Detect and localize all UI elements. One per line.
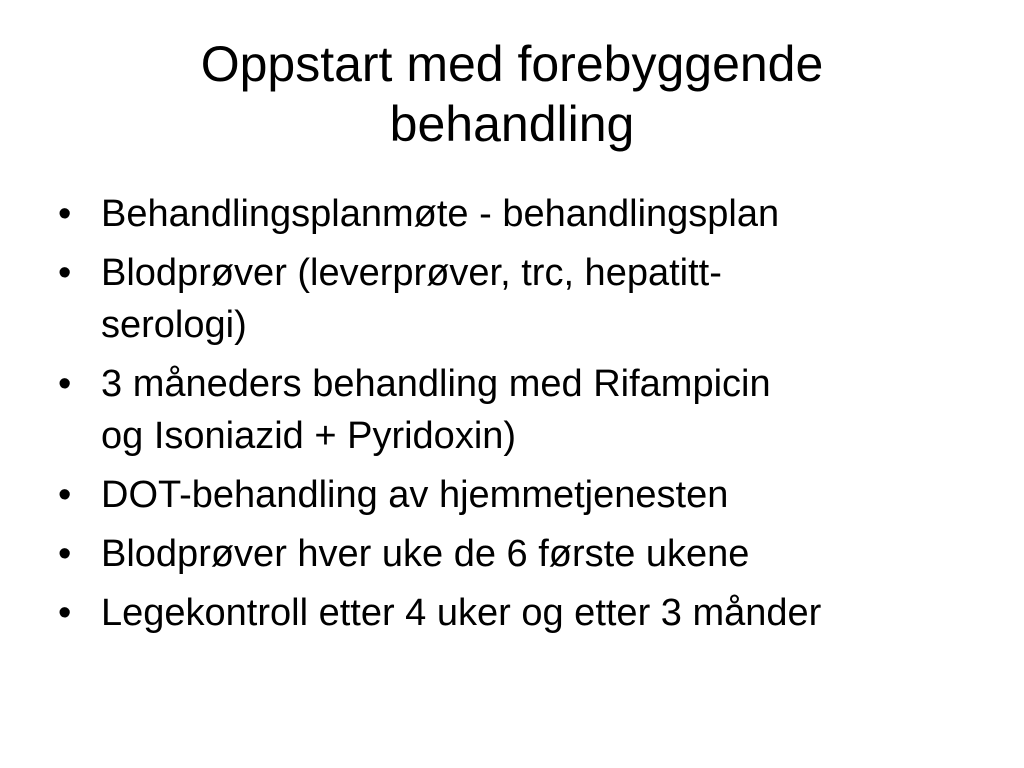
slide-title-line-1: Oppstart med forebyggende <box>200 36 824 92</box>
slide-title <box>0 34 1024 154</box>
bullet-dot-icon: • <box>58 193 72 235</box>
bullet-text: Behandlingsplanmøte - behandlingsplan <box>101 193 780 235</box>
bullet-dot-icon: • <box>58 592 72 634</box>
bullet-text-continued: og Isoniazid + Pyridoxin) <box>101 415 517 457</box>
bullet-text: DOT-behandling av hjemmetjenesten <box>101 474 729 516</box>
bullet-item-doctor-checkups <box>56 587 996 639</box>
bullet-dot-icon: • <box>58 363 72 405</box>
bullet-list <box>56 188 996 646</box>
bullet-text-continued: serologi) <box>101 304 247 346</box>
bullet-dot-icon: • <box>58 252 72 294</box>
bullet-text: 3 måneders behandling med Rifampicin <box>101 363 771 405</box>
bullet-item-blood-tests <box>56 247 996 351</box>
bullet-item-planning-meeting <box>56 188 996 240</box>
bullet-item-weekly-blood-tests <box>56 528 996 580</box>
bullet-text: Blodprøver hver uke de 6 første ukene <box>101 533 750 575</box>
bullet-dot-icon: • <box>58 533 72 575</box>
bullet-dot-icon: • <box>58 474 72 516</box>
bullet-text: Blodprøver (leverprøver, trc, hepatitt- <box>101 252 722 294</box>
bullet-item-treatment-regimen <box>56 358 996 462</box>
slide-title-line-2: behandling <box>389 96 635 152</box>
bullet-text: Legekontroll etter 4 uker og etter 3 månder <box>101 592 822 634</box>
bullet-item-dot-treatment <box>56 469 996 521</box>
